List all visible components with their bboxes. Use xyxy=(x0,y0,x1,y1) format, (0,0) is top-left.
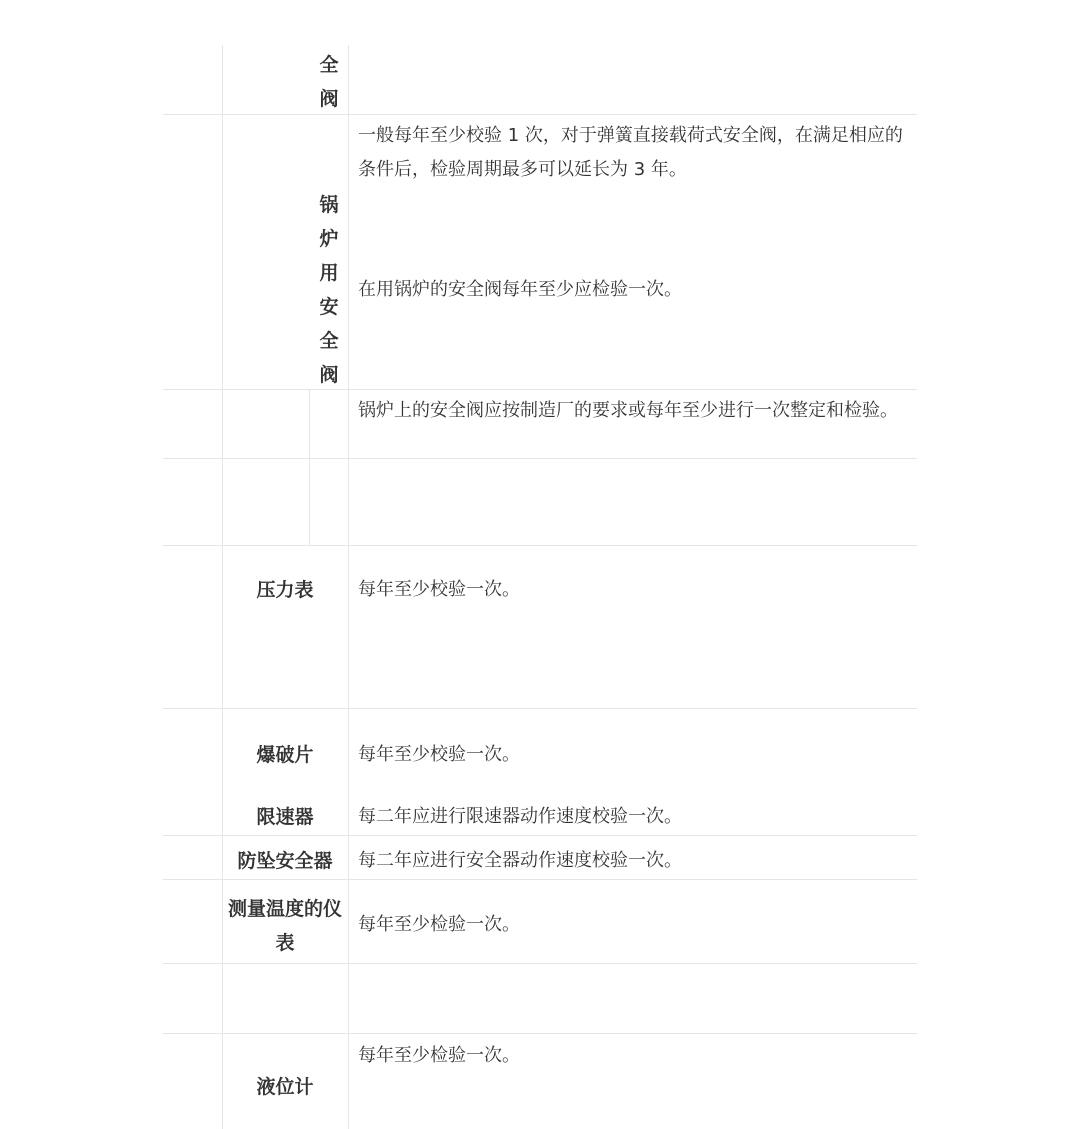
grid-line xyxy=(163,545,917,546)
level-gauge-label: 液位计 xyxy=(256,1076,314,1098)
temperature-instrument-cell: 每年至少检验一次。 xyxy=(358,914,520,935)
grid-line xyxy=(163,389,917,390)
rupture-disc-label: 爆破片 xyxy=(256,744,314,766)
fall-arrester-label: 防坠安全器 xyxy=(237,850,333,872)
grid-line xyxy=(163,879,917,880)
spring-valve-cell: 一般每年至少校验 1 次，对于弹簧直接载荷式安全阀，在满足相应的条件后，检验周期最多可以延长为 3 年。 xyxy=(358,125,903,180)
safety-valve-label-tail: 全 阀 xyxy=(319,54,339,110)
rupture-disc-cell: 每年至少校验一次。 xyxy=(358,744,520,765)
fall-arrester-cell: 每二年应进行安全器动作速度校验一次。 xyxy=(358,850,682,871)
grid-line xyxy=(163,114,917,115)
boiler-valve-setting-cell: 锅炉上的安全阀应按制造厂的要求或每年至少进行一次整定和检验。 xyxy=(358,400,898,421)
boiler-valve-in-use-cell: 在用锅炉的安全阀每年至少应检验一次。 xyxy=(358,279,682,300)
level-gauge-cell: 每年至少检验一次。 xyxy=(358,1045,520,1066)
temperature-instrument-label: 测量温度的仪表 xyxy=(228,898,343,954)
grid-line xyxy=(163,708,917,709)
speed-limiter-label: 限速器 xyxy=(256,806,314,828)
grid-line xyxy=(163,458,917,459)
pressure-gauge-cell: 每年至少校验一次。 xyxy=(358,579,520,600)
grid-line xyxy=(163,835,917,836)
grid-line xyxy=(163,963,917,964)
grid-line xyxy=(309,390,310,545)
grid-line xyxy=(348,45,349,1129)
speed-limiter-cell: 每二年应进行限速器动作速度校验一次。 xyxy=(358,806,682,827)
pressure-gauge-label: 压力表 xyxy=(256,579,314,601)
grid-line xyxy=(163,1033,917,1034)
boiler-safety-valve-label: 锅 炉 用 安 全 阀 xyxy=(319,194,339,386)
